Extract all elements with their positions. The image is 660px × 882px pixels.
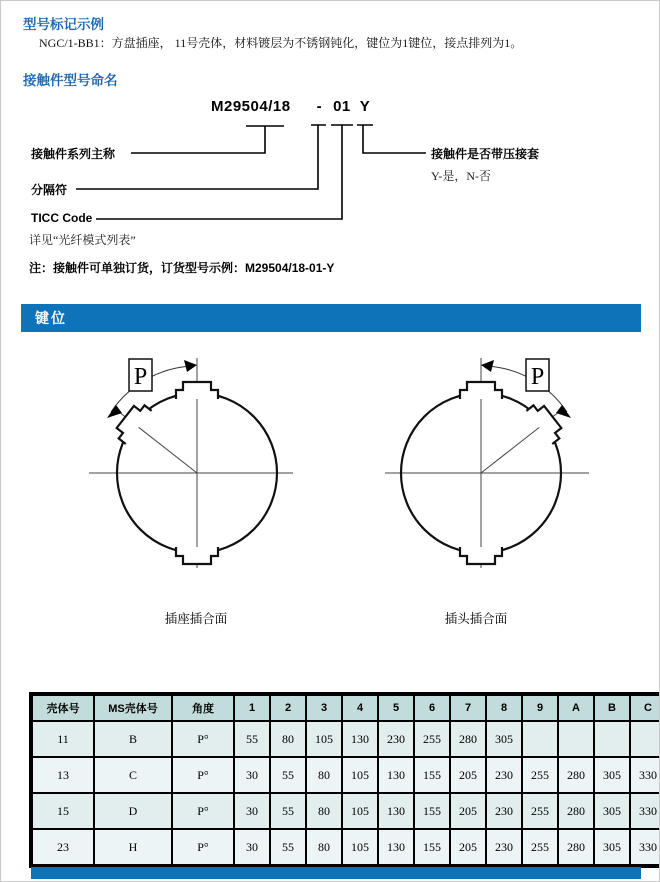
table-cell: 80 xyxy=(306,757,342,793)
column-header: 5 xyxy=(378,695,414,721)
table-cell: 330 xyxy=(630,793,660,829)
table-cell: 15 xyxy=(32,793,94,829)
table-cell: 80 xyxy=(306,793,342,829)
column-header: 7 xyxy=(450,695,486,721)
column-header: 6 xyxy=(414,695,450,721)
table-cell: H xyxy=(94,829,172,865)
table-row xyxy=(32,793,660,829)
table-cell: 11 xyxy=(32,721,94,757)
model-ticc: 01 xyxy=(333,98,351,115)
column-header: MS壳体号 xyxy=(94,695,172,721)
table-row xyxy=(32,757,660,793)
table-cell: 205 xyxy=(450,757,486,793)
table-cell: 280 xyxy=(558,829,594,865)
table-cell: 280 xyxy=(558,793,594,829)
column-header: 4 xyxy=(342,695,378,721)
table-header-row xyxy=(32,695,660,721)
table-row xyxy=(32,721,660,757)
column-header: 2 xyxy=(270,695,306,721)
table-cell: 105 xyxy=(306,721,342,757)
table-cell: 130 xyxy=(378,757,414,793)
table-cell: 305 xyxy=(486,721,522,757)
table-cell: 205 xyxy=(450,829,486,865)
arc-arrow-top xyxy=(184,360,197,372)
sleeve-callout-note: Y-是，N-否 xyxy=(431,169,491,183)
table-cell: 155 xyxy=(414,793,450,829)
table-cell: 155 xyxy=(414,829,450,865)
table-cell xyxy=(558,721,594,757)
table-cell: 55 xyxy=(270,757,306,793)
table-cell: 255 xyxy=(522,793,558,829)
sleeve-callout-label: 接触件是否带压接套 xyxy=(431,147,540,161)
table-cell: P° xyxy=(172,829,234,865)
plug-face-diagram xyxy=(317,346,647,636)
table-cell: 55 xyxy=(270,793,306,829)
table-cell: 305 xyxy=(594,793,630,829)
table-cell: 280 xyxy=(558,757,594,793)
socket-face-diagram xyxy=(31,346,361,636)
table-cell: 130 xyxy=(342,721,378,757)
table-cell: 23 xyxy=(32,829,94,865)
contact-naming-title: 接触件型号命名 xyxy=(23,73,118,88)
table-cell: 280 xyxy=(450,721,486,757)
table-cell: 255 xyxy=(522,829,558,865)
key-position-table-wrap xyxy=(29,692,660,868)
table-cell: 30 xyxy=(234,757,270,793)
table-cell: B xyxy=(94,721,172,757)
plug-face-caption: 插头插合面 xyxy=(444,612,508,626)
series-callout-label: 接触件系列主称 xyxy=(31,147,116,161)
table-cell: 80 xyxy=(270,721,306,757)
table-cell: 55 xyxy=(270,829,306,865)
column-header: 角度 xyxy=(172,695,234,721)
table-cell: 130 xyxy=(378,793,414,829)
marking-example-body: NGC/1-BB1：方盘插座， 11号壳体，材料镀层为不锈钢钝化，键位为1键位，接点排列为1。 xyxy=(39,36,523,50)
table-cell: 105 xyxy=(342,829,378,865)
ticc-callout-note: 详见“光纤模式列表” xyxy=(29,233,136,247)
table-cell: 130 xyxy=(378,829,414,865)
table-cell: D xyxy=(94,793,172,829)
column-header: B xyxy=(594,695,630,721)
table-cell xyxy=(522,721,558,757)
model-separator: - xyxy=(316,98,323,115)
order-note: 注：接触件可单独订货，订货型号示例：M29504/18-01-Y xyxy=(29,261,335,275)
column-header: 9 xyxy=(522,695,558,721)
table-cell: C xyxy=(94,757,172,793)
table-cell: 230 xyxy=(378,721,414,757)
separator-callout-label: 分隔符 xyxy=(31,183,68,197)
key-position-table xyxy=(31,694,660,866)
keyway-banner: 键位 xyxy=(21,304,641,332)
table-cell: 30 xyxy=(234,829,270,865)
table-cell: 105 xyxy=(342,793,378,829)
table-cell: 330 xyxy=(630,757,660,793)
column-header: A xyxy=(558,695,594,721)
table-cell: 255 xyxy=(522,757,558,793)
table-cell xyxy=(594,721,630,757)
column-header: C xyxy=(630,695,660,721)
table-cell: 13 xyxy=(32,757,94,793)
table-cell: 30 xyxy=(234,793,270,829)
table-cell: P° xyxy=(172,793,234,829)
marking-example-title: 型号标记示例 xyxy=(23,17,104,32)
column-header: 1 xyxy=(234,695,270,721)
table-cell: 80 xyxy=(306,829,342,865)
column-header: 壳体号 xyxy=(32,695,94,721)
table-cell: 330 xyxy=(630,829,660,865)
table-cell: 230 xyxy=(486,793,522,829)
table-cell: 105 xyxy=(342,757,378,793)
table-cell: 55 xyxy=(234,721,270,757)
model-series: M29504/18 xyxy=(211,98,291,115)
ticc-callout-label: TICC Code xyxy=(31,211,93,225)
table-cell: 230 xyxy=(486,757,522,793)
model-sleeve: Y xyxy=(359,98,371,115)
next-section-banner-clipped xyxy=(31,867,641,879)
table-cell: 155 xyxy=(414,757,450,793)
socket-face-caption: 插座插合面 xyxy=(164,612,228,626)
table-cell xyxy=(630,721,660,757)
table-cell: P° xyxy=(172,757,234,793)
p-label: P xyxy=(133,364,148,390)
p-label: P xyxy=(530,364,545,390)
table-cell: 305 xyxy=(594,757,630,793)
table-cell: P° xyxy=(172,721,234,757)
column-header: 3 xyxy=(306,695,342,721)
table-cell: 255 xyxy=(414,721,450,757)
table-row xyxy=(32,829,660,865)
table-cell: 230 xyxy=(486,829,522,865)
table-cell: 205 xyxy=(450,793,486,829)
table-cell: 305 xyxy=(594,829,630,865)
column-header: 8 xyxy=(486,695,522,721)
